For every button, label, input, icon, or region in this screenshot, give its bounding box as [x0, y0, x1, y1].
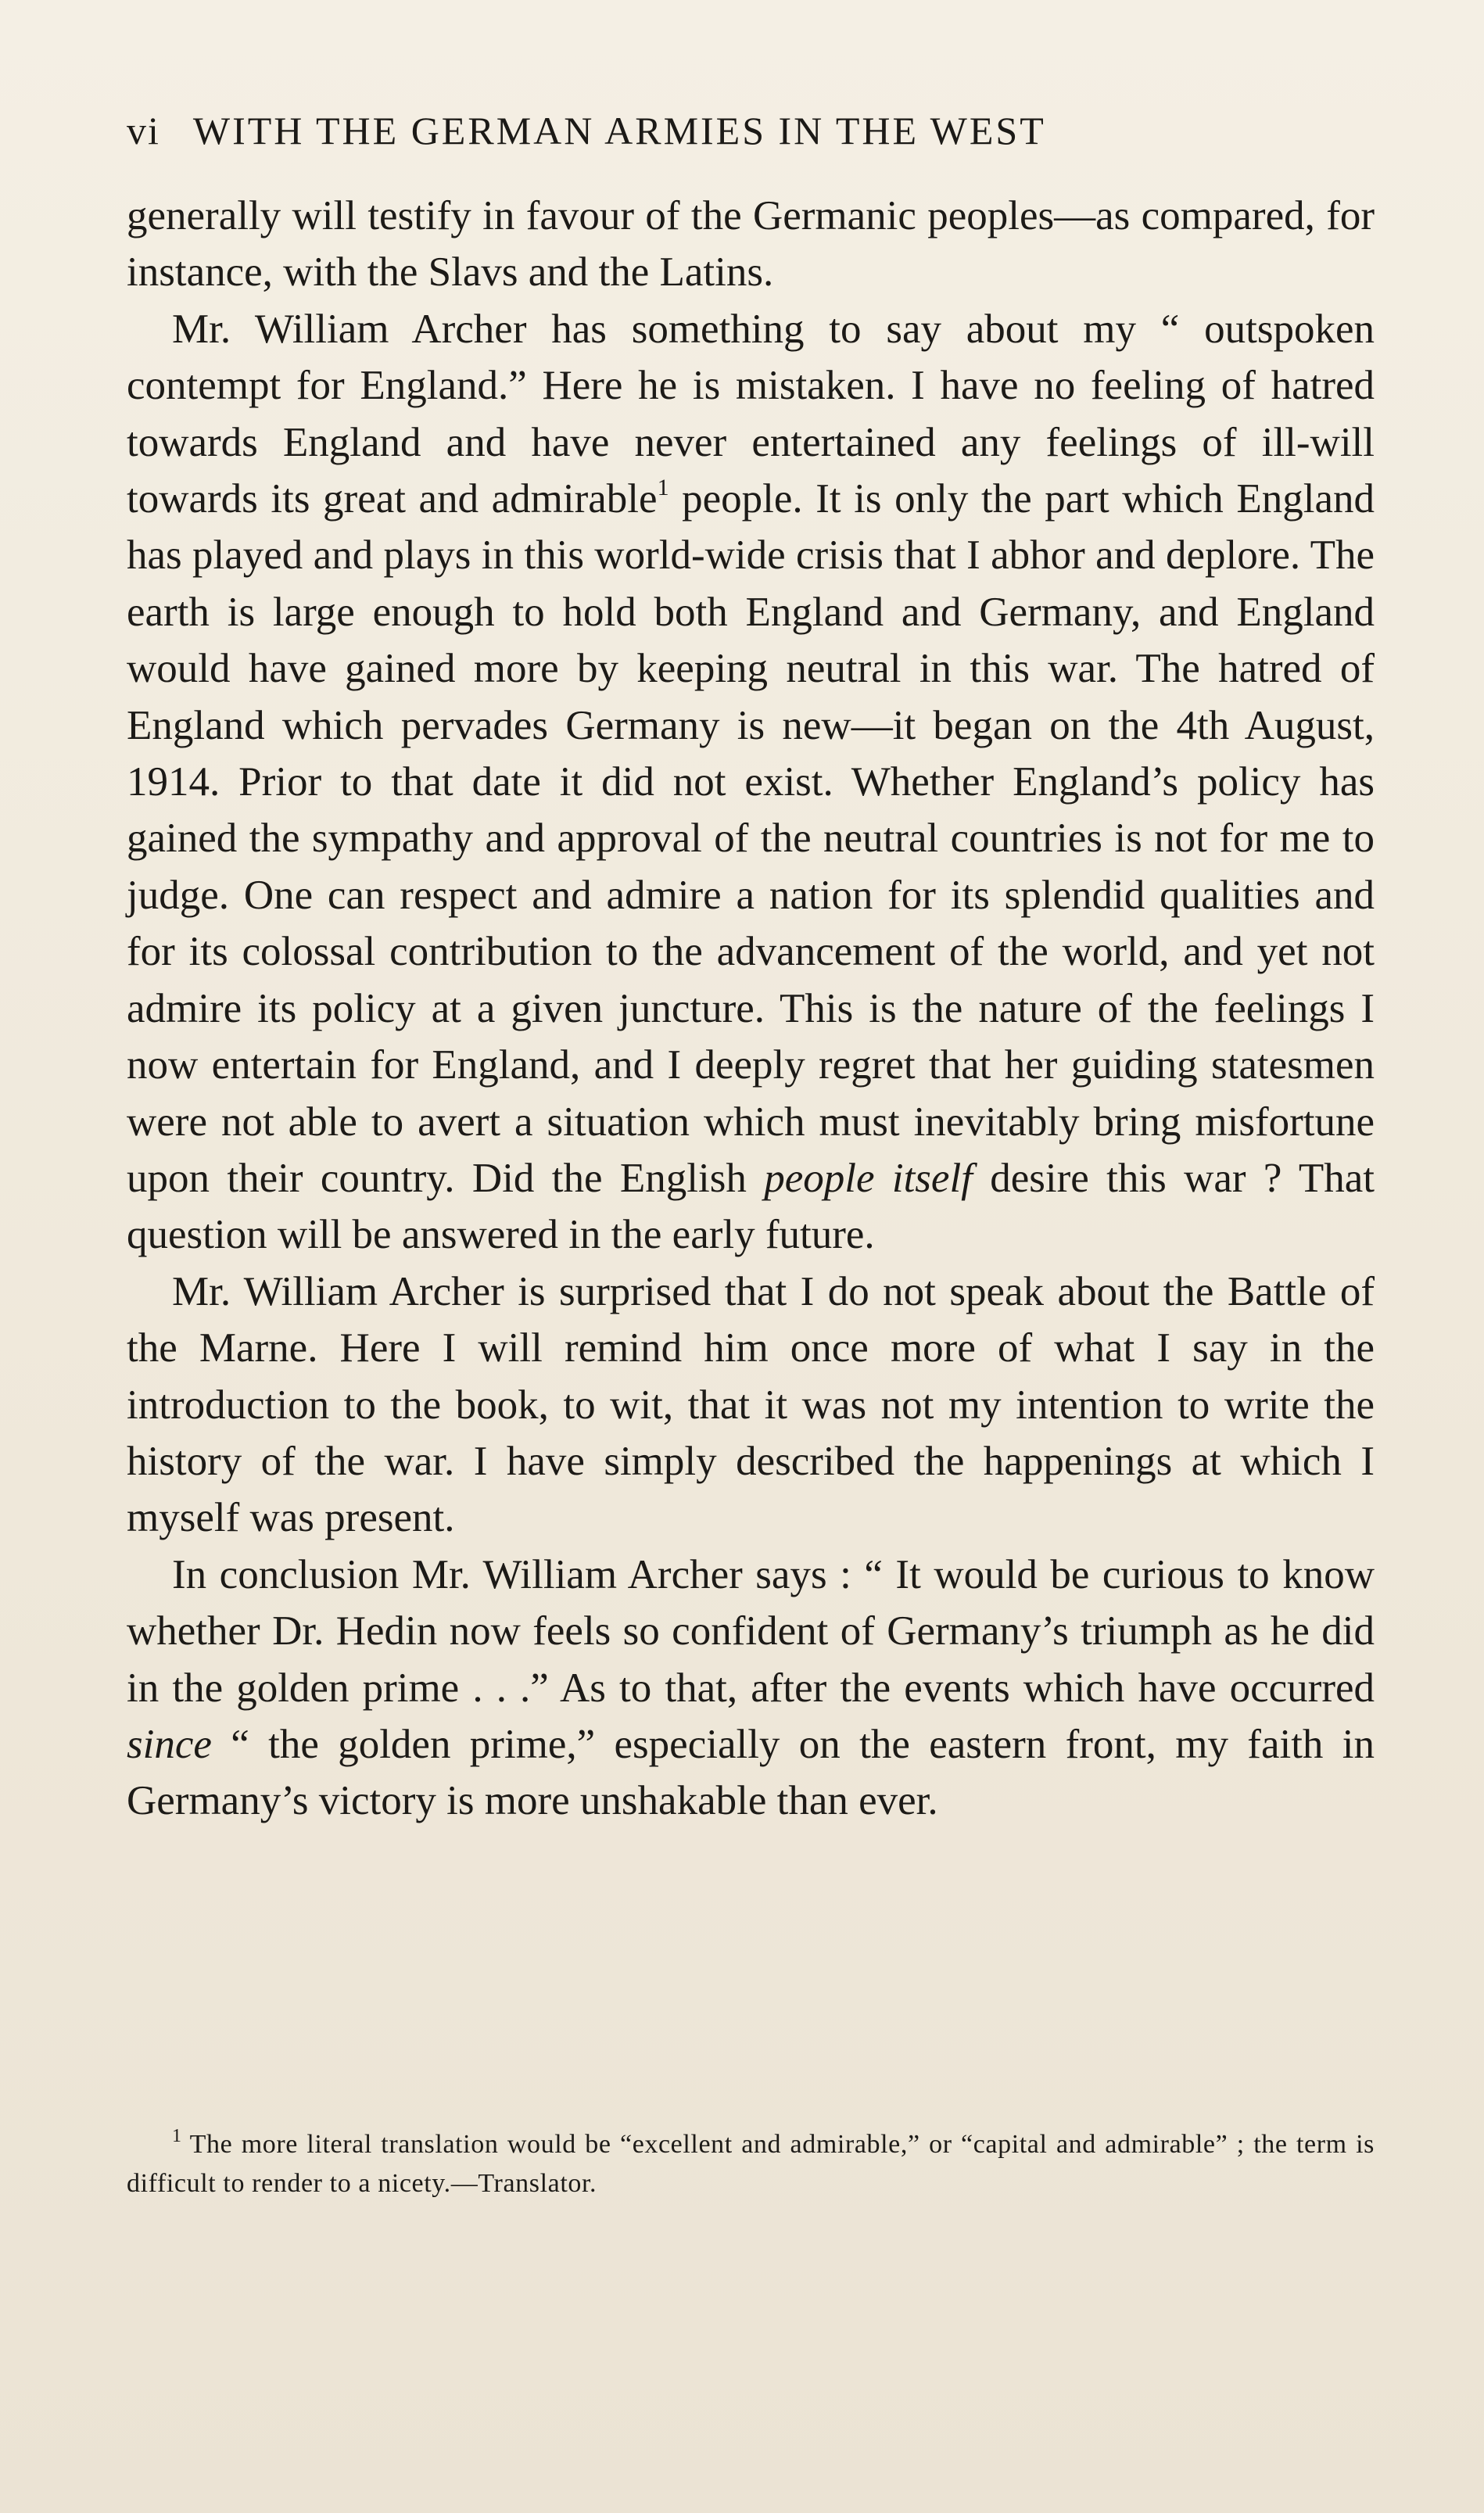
emphasis-people-itself: people itself: [764, 1155, 973, 1201]
paragraph-4-part-a: In conclusion Mr. William Archer says : “ It would be curious to know whether Dr. Hedin now feels so confident of Germany’s triumph as he did in the golden prime . . .” As to that, after the events which have occurred: [127, 1551, 1375, 1711]
emphasis-since: since: [127, 1721, 212, 1767]
paragraph-2-part-c: desire this war ? That question will be answered in the early future.: [127, 1155, 1375, 1258]
running-header: [127, 108, 1378, 153]
paragraph-3: Mr. William Archer is surprised that I do not speak about the Battle of the Marne. Here I will remind him once more of what I say in the introduction to the book, to wit, that it was not my intention to write the history of the war. I have simply described the happenings at which I myself was present.: [127, 1268, 1375, 1541]
running-title: WITH THE GERMAN ARMIES IN THE WEST: [192, 109, 1046, 152]
paragraph-4: [127, 1547, 1375, 1830]
paragraph-1: generally will testify in favour of the Germanic peoples—as compared, for instance, with the Slavs and the Latins.: [127, 193, 1375, 296]
page-number: vi: [127, 109, 160, 152]
paragraph-2-part-a: Mr. William Archer has something to say about my “ outspoken contempt for England.” Here he is mistaken. I have no feeling of hatred towards England and have never entertained any feelings of ill-will towards its great and admirable: [127, 306, 1375, 522]
footnote-reference: 1: [657, 475, 669, 501]
footnote: [127, 2125, 1375, 2203]
footnote-text: The more literal translation would be “excellent and admirable,” or “capital and admirable” ; the term is difficult to render to a nicety.—Translator.: [127, 2130, 1375, 2198]
footnote-marker: 1: [172, 2126, 182, 2146]
body-text: [127, 188, 1375, 1830]
paragraph-2: [127, 301, 1375, 1264]
paragraph-4-part-b: “ the golden prime,” especially on the eastern front, my faith in Germany’s victory is more unshakable than ever.: [127, 1721, 1375, 1824]
paragraph-2-part-b: people. It is only the part which England has played and plays in this world-wide crisis that I abhor and deplore. The earth is large enough to hold both England and Germany, and England would have gained more by keeping neutral in this war. The hatred of England which pervades Germany is new—it began on the 4th August, 1914. Prior to that date it did not exist. Whether England’s policy has gained the sympathy and approval of the neutral countries is not for me to judge. One can respect and admire a nation for its splendid qualities and for its colossal contribution to the advancement of the world, and yet not admire its policy at a given juncture. This is the nature of the feelings I now entertain for England, and I deeply regret that her guiding statesmen were not able to avert a situation which must inevitably bring misfortune upon their country. Did the English: [127, 476, 1375, 1201]
